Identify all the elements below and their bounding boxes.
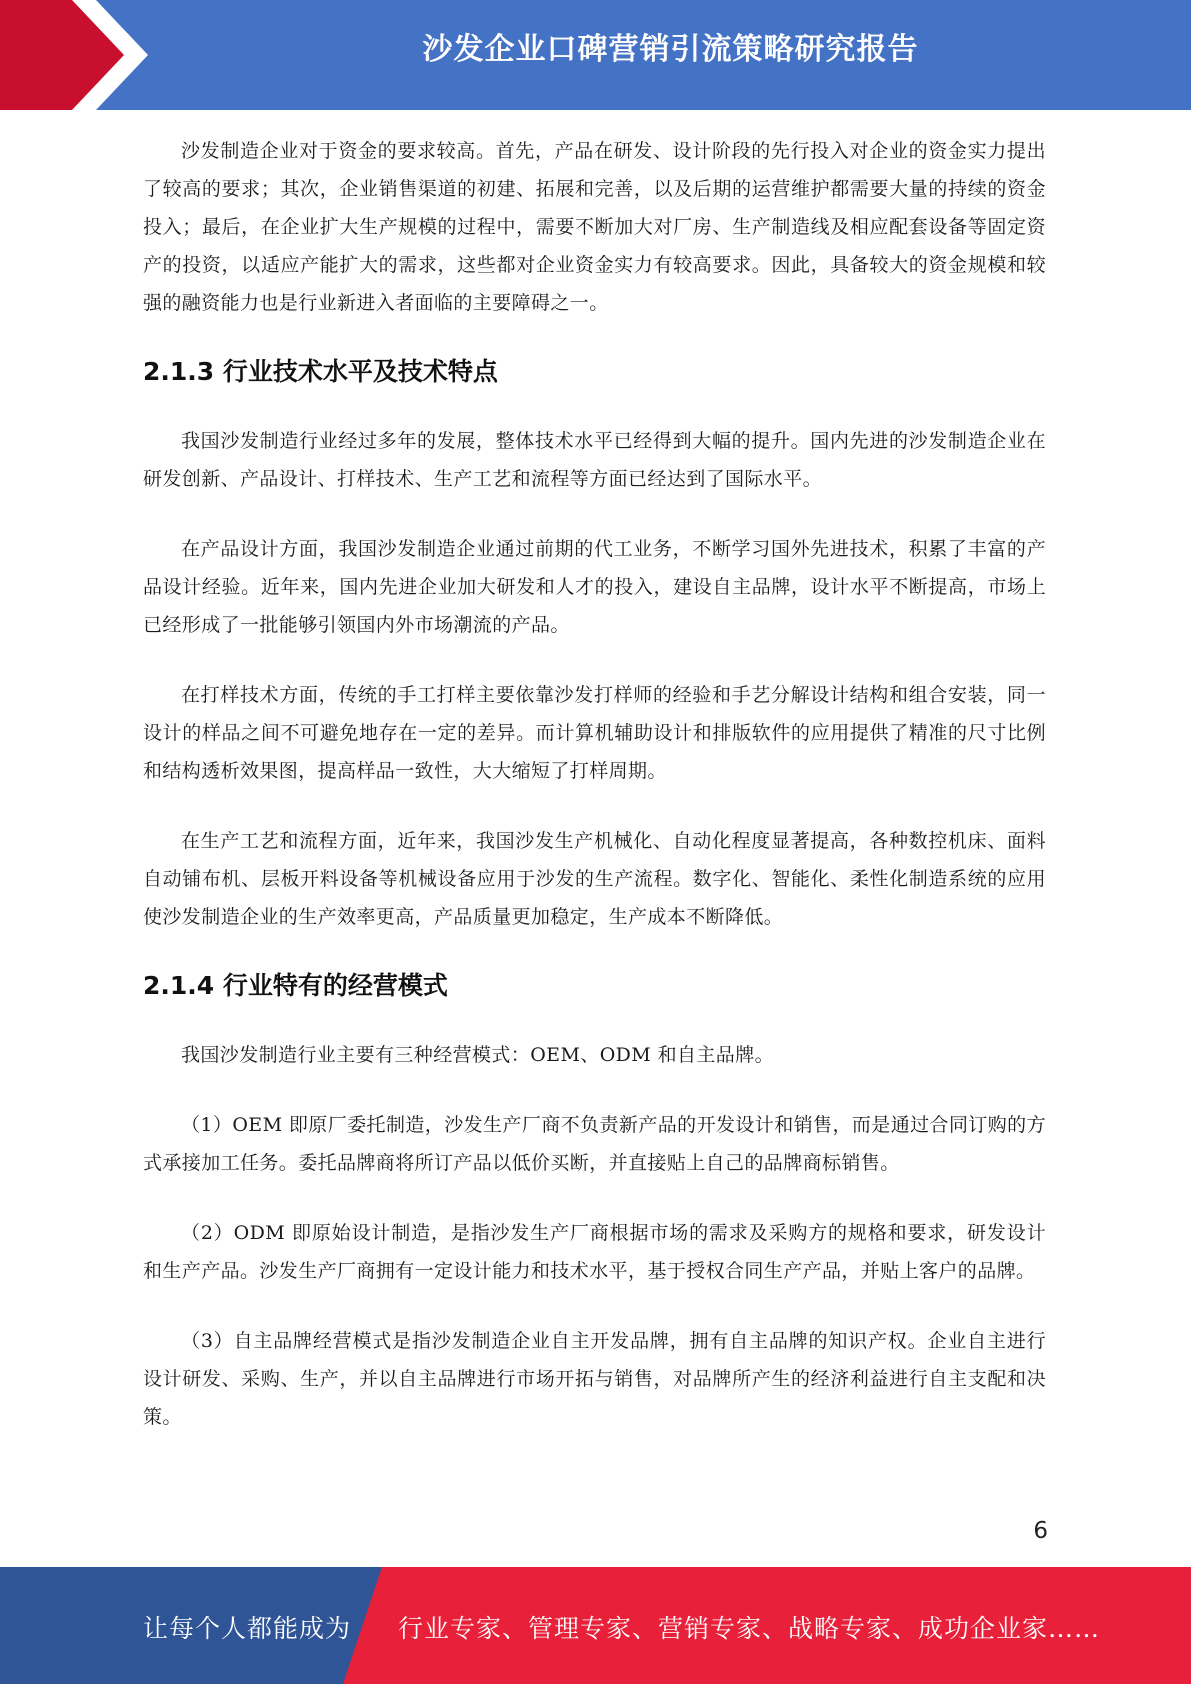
footer-slogan-lead: 让每个人都能成为 [143, 1614, 352, 1643]
paragraph-sampling-tech: 在打样技术方面，传统的手工打样主要依靠沙发打样师的经验和手艺分解设计结构和组合安装，同一设计的样品之间不可避免地存在一定的差异。而计算机辅助设计和排版软件的应用提供了精准的尺寸比例和结构透析效果图，提高样品一致性，大大缩短了打样周期。 [143, 684, 1046, 782]
paragraph-production-process: 在生产工艺和流程方面，近年来，我国沙发生产机械化、自动化程度显著提高，各种数控机床、面料自动铺布机、层板开料设备等机械设备应用于沙发的生产流程。数字化、智能化、柔性化制造系统的应用使沙发制造企业的生产效率更高，产品质量更加稳定，生产成本不断降低。 [143, 830, 1046, 928]
header-chevron-decoration [0, 0, 160, 110]
page-number: 6 [1033, 1518, 1048, 1544]
paragraph-business-models: 我国沙发制造行业主要有三种经营模式：OEM、ODM 和自主品牌。 [181, 1044, 775, 1066]
paragraph-oem: （1）OEM 即原厂委托制造，沙发生产厂商不负责新产品的开发设计和销售，而是通过合同订购的方式承接加工任务。委托品牌商将所订产品以低价买断，并直接贴上自己的品牌商标销售。 [143, 1114, 1046, 1174]
paragraph-capital-requirements: 沙发制造企业对于资金的要求较高。首先，产品在研发、设计阶段的先行投入对企业的资金实力提出了较高的要求；其次，企业销售渠道的初建、拓展和完善，以及后期的运营维护都需要大量的持续的资金投入；最后，在企业扩大生产规模的过程中，需要不断加大对厂房、生产制造线及相应配套设备等固定资产的投资，以适应产能扩大的需求，这些都对企业资金实力有较高要求。因此，具备较大的资金规模和较强的融资能力也是行业新进入者面临的主要障碍之一。 [143, 140, 1046, 314]
paragraph-odm: （2）ODM 即原始设计制造，是指沙发生产厂商根据市场的需求及采购方的规格和要求，研发设计和生产产品。沙发生产厂商拥有一定设计能力和技术水平，基于授权合同生产产品，并贴上客户的品牌。 [143, 1222, 1046, 1282]
document-title: 沙发企业口碑营销引流策略研究报告 [422, 32, 919, 67]
paragraph-own-brand: （3）自主品牌经营模式是指沙发制造企业自主开发品牌，拥有自主品牌的知识产权。企业自主进行设计研发、采购、生产，并以自主品牌进行市场开拓与销售，对品牌所产生的经济利益进行自主支配和决策。 [143, 1330, 1046, 1428]
paragraph-product-design: 在产品设计方面，我国沙发制造企业通过前期的代工业务，不断学习国外先进技术，积累了丰富的产品设计经验。近年来，国内先进企业加大研发和人才的投入，建设自主品牌，设计水平不断提高，市场上已经形成了一批能够引领国内外市场潮流的产品。 [143, 538, 1046, 636]
section-heading-2-1-4: 2.1.4 行业特有的经营模式 [143, 971, 448, 1000]
footer-slogan-roles: 行业专家、管理专家、营销专家、战略专家、成功企业家…… [398, 1614, 1101, 1643]
page-footer [0, 1567, 1191, 1684]
report-body [143, 132, 1046, 1436]
paragraph-tech-overview: 我国沙发制造行业经过多年的发展，整体技术水平已经得到大幅的提升。国内先进的沙发制造企业在研发创新、产品设计、打样技术、生产工艺和流程等方面已经达到了国际水平。 [143, 430, 1046, 490]
page-header [0, 0, 1191, 110]
section-heading-2-1-3: 2.1.3 行业技术水平及技术特点 [143, 357, 498, 386]
